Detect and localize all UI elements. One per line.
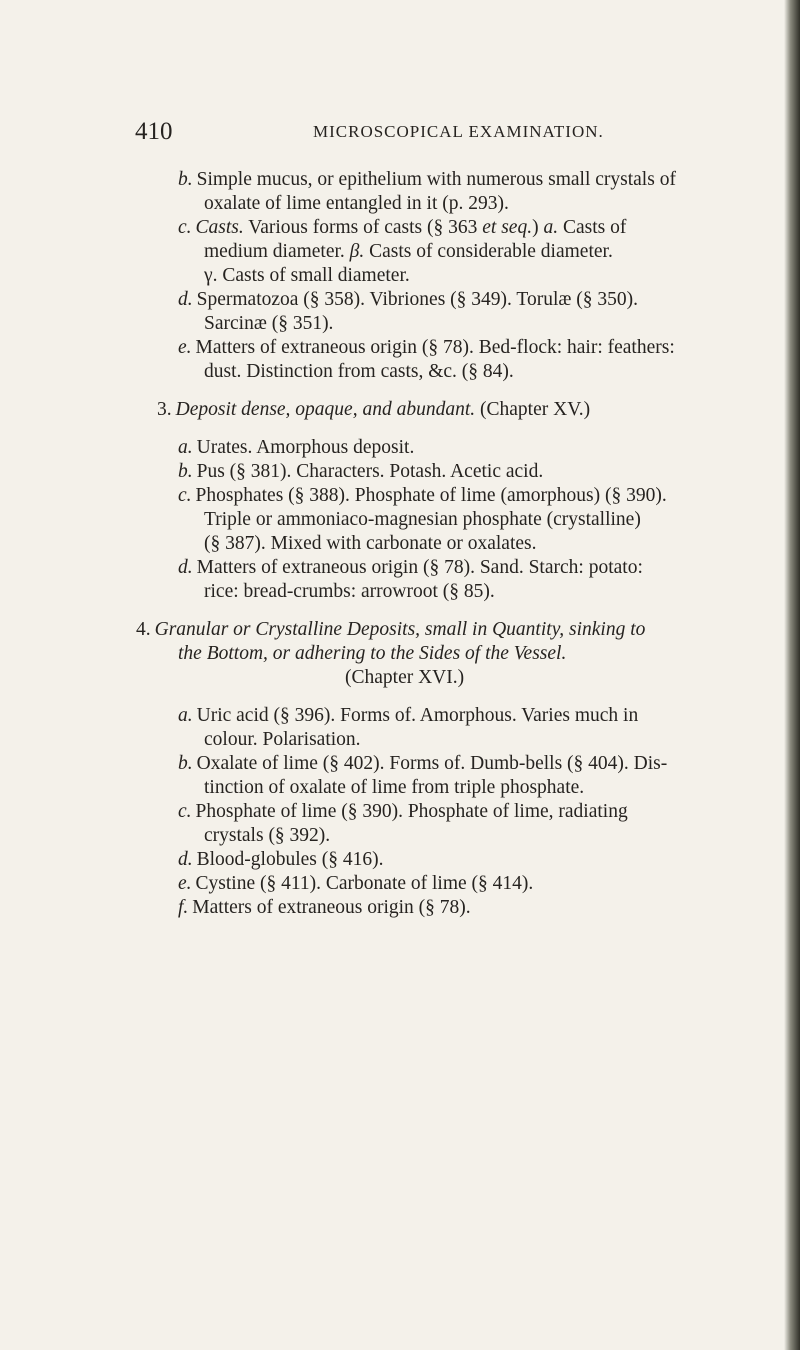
page-edge-shadow bbox=[784, 0, 800, 1350]
s3-d-line-1: d. Matters of extraneous origin (§ 78). Sand. Starch: potato: bbox=[178, 557, 643, 578]
s4-b-line-1: b. Oxalate of lime (§ 402). Forms of. Dumb-bells (§ 404). Dis- bbox=[178, 753, 668, 774]
s3-c-line-1: c. Phosphates (§ 388). Phosphate of lime (amorphous) (§ 390). bbox=[178, 485, 667, 506]
s2-b-line-1: b. Simple mucus, or epithelium with numerous small crystals of bbox=[178, 169, 676, 190]
s2-d-line-2: Sarcinæ (§ 351). bbox=[204, 313, 334, 334]
section-4-heading-line-1: 4. Granular or Crystalline Deposits, small in Quantity, sinking to bbox=[136, 619, 646, 640]
s3-c-line-3: (§ 387). Mixed with carbonate or oxalates. bbox=[204, 533, 537, 554]
s2-c-line-3: γ. Casts of small diameter. bbox=[204, 265, 410, 286]
running-title: MICROSCOPICAL EXAMINATION. bbox=[313, 122, 604, 141]
s2-e-line-1: e. Matters of extraneous origin (§ 78). Bed-flock: hair: feathers: bbox=[178, 337, 675, 358]
s2-d-line-1: d. Spermatozoa (§ 358). Vibriones (§ 349). Torulæ (§ 350). bbox=[178, 289, 639, 310]
s3-a-line: a. Urates. Amorphous deposit. bbox=[178, 437, 415, 458]
s4-d-line: d. Blood-globules (§ 416). bbox=[178, 849, 384, 870]
s3-c-line-2: Triple or ammoniaco-magnesian phosphate (crystalline) bbox=[204, 509, 641, 530]
s3-d-line-2: rice: bread-crumbs: arrowroot (§ 85). bbox=[204, 581, 495, 602]
section-4-chapter: (Chapter XVI.) bbox=[345, 667, 465, 688]
s3-b-line: b. Pus (§ 381). Characters. Potash. Acetic acid. bbox=[178, 461, 544, 482]
s4-a-line-1: a. Uric acid (§ 396). Forms of. Amorphous. Varies much in bbox=[178, 705, 639, 726]
s4-b-line-2: tinction of oxalate of lime from triple phosphate. bbox=[204, 777, 585, 798]
s4-e-line: e. Cystine (§ 411). Carbonate of lime (§ 414). bbox=[178, 873, 534, 894]
s4-c-line-2: crystals (§ 392). bbox=[204, 825, 331, 846]
page-number: 410 bbox=[135, 118, 173, 145]
page-header bbox=[135, 118, 745, 148]
section-4-heading-line-2: the Bottom, or adhering to the Sides of the Vessel. bbox=[178, 643, 567, 664]
s2-b-line-2: oxalate of lime entangled in it (p. 293). bbox=[204, 193, 509, 214]
s2-c-line-2: medium diameter. β. Casts of considerable diameter. bbox=[204, 241, 613, 262]
s4-a-line-2: colour. Polarisation. bbox=[204, 729, 361, 750]
s2-e-line-2: dust. Distinction from casts, &c. (§ 84). bbox=[204, 361, 514, 382]
s4-c-line-1: c. Phosphate of lime (§ 390). Phosphate of lime, radiating bbox=[178, 801, 628, 822]
section-3-heading: 3. Deposit dense, opaque, and abundant. (Chapter XV.) bbox=[157, 399, 591, 420]
s2-c-line-1: c. Casts. Various forms of casts (§ 363 et seq.) a. Casts of bbox=[178, 217, 627, 238]
s4-f-line: f. Matters of extraneous origin (§ 78). bbox=[178, 897, 471, 918]
